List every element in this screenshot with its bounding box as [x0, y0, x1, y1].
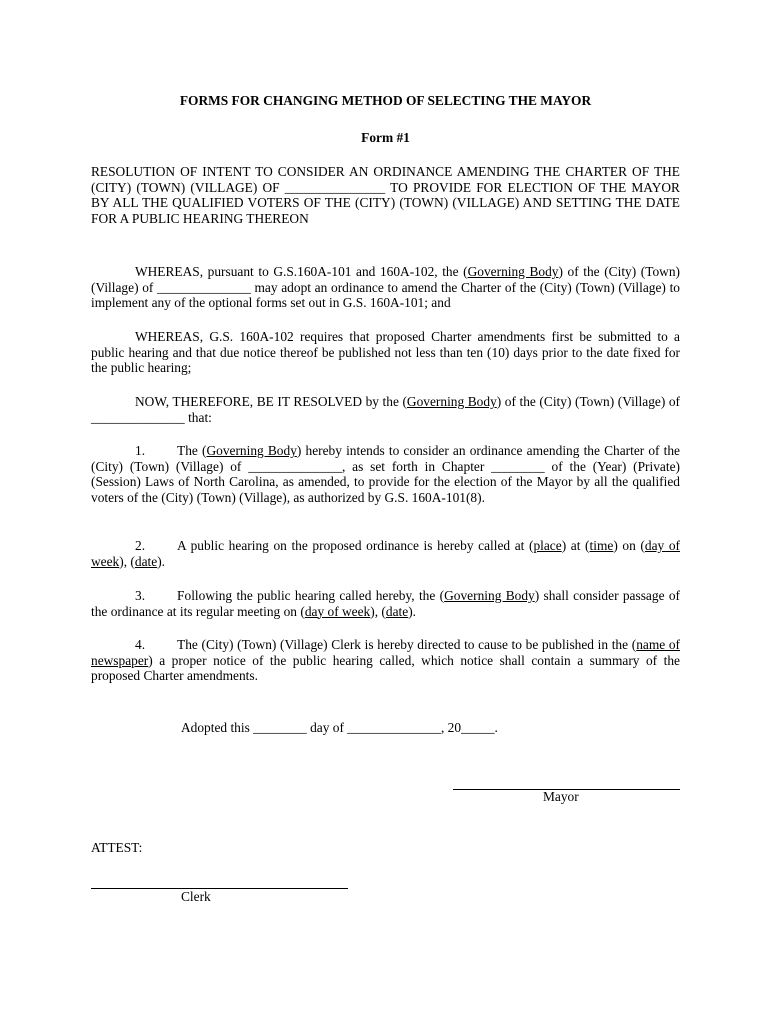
resolved-paragraph: NOW, THEREFORE, BE IT RESOLVED by the (Governing Body) of the (City) (Town) (Village) of ______________ that: — [91, 394, 681, 425]
clerk-signature-line — [91, 888, 348, 889]
clerk-label: Clerk — [181, 889, 211, 904]
resolution-heading: RESOLUTION OF INTENT TO CONSIDER AN ORDINANCE AMENDING THE CHARTER OF THE (CITY) (TOWN) (VILLAGE) OF _______________ TO PROVIDE FOR ELECTION OF THE MAYOR BY ALL THE QUALIFIED VOTERS OF THE (CITY) (TOWN) (VILLAGE) AND SETTING THE DATE FOR A PUBLIC HEARING THEREON — [91, 164, 680, 226]
day-of-week-placeholder: day of week — [304, 603, 371, 619]
adopted-line: Adopted this ________ day of ______________, 20_____. — [181, 720, 498, 735]
form-number: Form #1 — [361, 130, 410, 145]
newspaper-placeholder: name of newspaper — [91, 637, 681, 668]
resolution-item-2: 2. A public hearing on the proposed ordinance is hereby called at (place) at (time) on (day of week), (date). — [91, 538, 680, 569]
date-placeholder: date — [134, 553, 158, 569]
item-number: 3. — [135, 588, 146, 603]
governing-body-placeholder: Governing Body — [406, 394, 497, 409]
mayor-label: Mayor — [543, 789, 579, 804]
governing-body-placeholder: Governing Body — [444, 588, 535, 603]
document-title: FORMS FOR CHANGING METHOD OF SELECTING THE MAYOR — [179, 93, 592, 108]
time-placeholder: time — [589, 538, 614, 553]
resolution-item-4: 4. The (City) (Town) (Village) Clerk is hereby directed to cause to be published in the (name of newspaper) a proper notice of the public hearing called, which notice shall contain a summary of the proposed Charter amendments. — [91, 637, 681, 684]
item-number: 4. — [135, 637, 146, 652]
resolution-item-1: 1. The (Governing Body) hereby intends to consider an ordinance amending the Charter of the (City) (Town) (Village) of ______________, as set forth in Chapter ________ of the (Year) (Private) (Session) Laws of North Carolina, as amended, to provide for the election of the Mayor by all the qualified voters of the (City) (Town) (Village), as authorized by G.S. 160A-101(8). — [91, 443, 681, 505]
item-number: 1. — [135, 443, 146, 458]
resolution-item-3: 3. Following the public hearing called hereby, the (Governing Body) shall consider passage of the ordinance at its regular meeting on (day of week), (date). — [91, 588, 680, 619]
attest-label: ATTEST: — [91, 840, 143, 855]
governing-body-placeholder: Governing Body — [467, 264, 559, 279]
whereas-paragraph-1: WHEREAS, pursuant to G.S.160A-101 and 160A-102, the (Governing Body) of the (City) (Town) (Village) of ______________ may adopt an ordinance to amend the Charter of the (City) (Town) (Village) to implement any of the optional forms set out in G.S. 160A-101; and — [91, 264, 680, 311]
item-number: 2. — [135, 538, 146, 553]
date-placeholder: date — [385, 603, 409, 619]
whereas-paragraph-2: WHEREAS, G.S. 160A-102 requires that proposed Charter amendments first be submitted to a public hearing and that due notice thereof be published not less than ten (10) days prior to the date fixed for the public hearing; — [91, 329, 680, 376]
place-placeholder: place — [533, 538, 562, 553]
governing-body-placeholder: Governing Body — [206, 443, 297, 458]
day-of-week-placeholder: day of week — [91, 538, 680, 569]
